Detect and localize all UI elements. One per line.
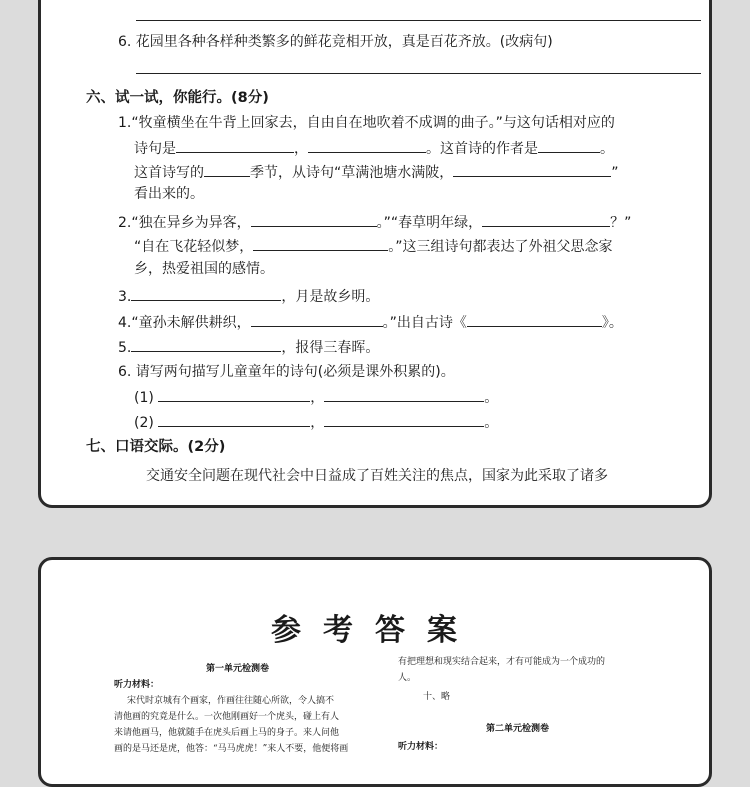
s6-q4: 4.“童孙未解供耕织， 。”出自古诗《 》。 [118, 311, 623, 333]
answer-line [136, 73, 701, 74]
listening-material-label: 听力材料： [114, 680, 160, 690]
unit-1-heading: 第一单元检测卷 [206, 664, 270, 674]
s6-q6-item2: (2) ， 。 [134, 411, 498, 433]
section-7-heading: 七、口语交际。(2分) [86, 439, 226, 455]
listening-material-label: 听力材料： [398, 742, 444, 752]
s6-q5: 5. ，报得三春晖。 [118, 336, 379, 358]
answer-line [136, 20, 701, 21]
listening-text-line: 来请他画马，他就随手在虎头后画上马的身子。来人问他 [114, 728, 340, 738]
worksheet-top-card [38, 0, 712, 508]
s6-q1-line1: 1.“牧童横坐在牛背上回家去，自由自在地吹着不成调的曲子。”与这句话相对应的 [118, 115, 615, 131]
listening-text-line: 画的是马还是虎，他答：“马马虎虎！”来人不要，他便将画 [114, 744, 349, 754]
s6-q1-line3: 这首诗写的 季节，从诗句“草满池塘水满陂， ” [134, 161, 619, 183]
s6-q6-item1: (1) ， 。 [134, 386, 498, 408]
section-6-heading: 六、试一试，你能行。(8分) [86, 90, 269, 106]
unit-2-heading: 第二单元检测卷 [486, 724, 550, 734]
s6-q2-line3: 乡，热爱祖国的感情。 [134, 261, 274, 277]
s6-q3: 3. ，月是故乡明。 [118, 285, 379, 307]
s6-q2-line2: “自在飞花轻似梦， 。”这三组诗句都表达了外祖父思念家 [134, 235, 613, 257]
s6-q1-line2: 诗句是 ， 。这首诗的作者是 。 [134, 137, 614, 159]
answer-key-title: 参考答案 [271, 613, 479, 648]
section-7-text: 交通安全问题在现代社会中日益成了百姓关注的焦点，国家为此采取了诸多 [146, 468, 608, 484]
s6-q6: 6. 请写两句描写儿童童年的诗句(必须是课外积累的)。 [118, 364, 455, 380]
answer-key-card [38, 557, 712, 787]
answer-text-line: 人。 [398, 673, 417, 683]
s6-q2-line1: 2.“独在异乡为异客， 。”“春草明年绿， ？” [118, 211, 631, 233]
s6-q1-line4: 看出来的。 [134, 186, 204, 202]
question-6-text: 6. 花园里各种各样种类繁多的鲜花竞相开放，真是百花齐放。(改病句) [118, 34, 553, 50]
answer-item-10: 十、略 [423, 692, 451, 702]
listening-text-line: 宋代时京城有个画家，作画往往随心所欲，令人搞不 [127, 696, 335, 706]
answer-text-line: 有把理想和现实结合起来，才有可能成为一个成功的 [398, 657, 606, 667]
listening-text-line: 清他画的究竟是什么。一次他刚画好一个虎头，碰上有人 [114, 712, 340, 722]
